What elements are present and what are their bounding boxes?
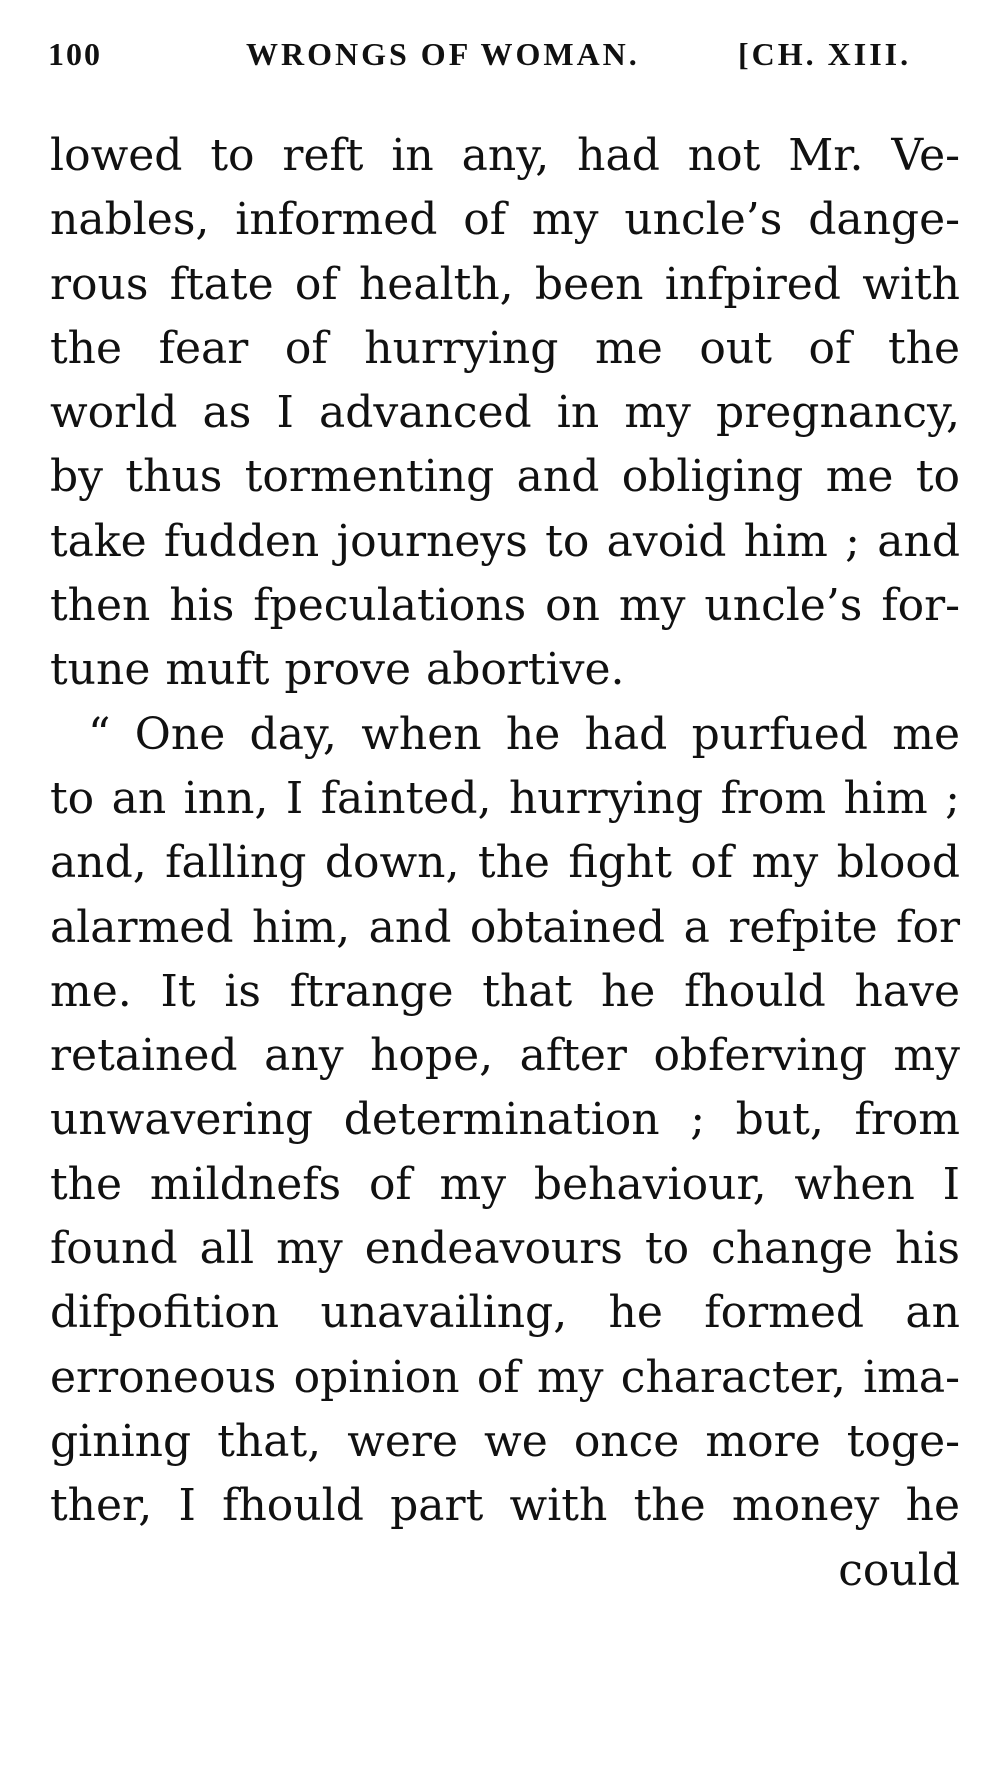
text-line: and, falling down, the fight of my blood xyxy=(50,837,960,889)
text-line: gining that, were we once more toge- xyxy=(50,1415,960,1467)
text-line: the fear of hurrying me out of the xyxy=(50,322,960,374)
text-line: alarmed him, and obtained a refpite for xyxy=(50,901,960,953)
text-line: erroneous opinion of my character, ima- xyxy=(50,1351,960,1403)
text-line: tune muft prove abortive. xyxy=(50,644,625,696)
text-line: retained any hope, after obferving my xyxy=(50,1030,960,1082)
text-line: difpofition unavailing, he formed an xyxy=(50,1287,960,1339)
catchword: could xyxy=(838,1544,960,1596)
text-line: lowed to reft in any, had not Mr. Ve- xyxy=(50,130,960,181)
chapter-label: [CH. XIII. xyxy=(738,36,912,72)
text-line: ther, I fhould part with the money he xyxy=(50,1480,960,1532)
body-text xyxy=(50,124,960,1603)
text-line: world as I advanced in my pregnancy, xyxy=(50,387,960,439)
text-line: found all my endeavours to change his xyxy=(50,1223,960,1275)
text-line: unwavering determination ; but, from xyxy=(50,1094,960,1146)
text-line: nables, informed of my uncle’s dange- xyxy=(50,194,960,246)
text-line: to an inn, I fainted, hurrying from him ; xyxy=(50,772,960,824)
running-title: WRONGS OF WOMAN. xyxy=(246,36,640,72)
text-line: take fudden journeys to avoid him ; and xyxy=(50,515,960,567)
text-line: then his fpeculations on my uncle’s for- xyxy=(50,580,960,632)
text-line: “ One day, when he had purfued me xyxy=(88,708,960,760)
page-number: 100 xyxy=(48,36,102,72)
text-line: rous ftate of health, been infpired with xyxy=(50,258,960,310)
text-line: me. It is ftrange that he fhould have xyxy=(50,965,960,1017)
running-head xyxy=(48,36,968,86)
text-line: by thus tormenting and obliging me to xyxy=(50,451,960,503)
text-line: the mildnefs of my behaviour, when I xyxy=(50,1158,960,1210)
